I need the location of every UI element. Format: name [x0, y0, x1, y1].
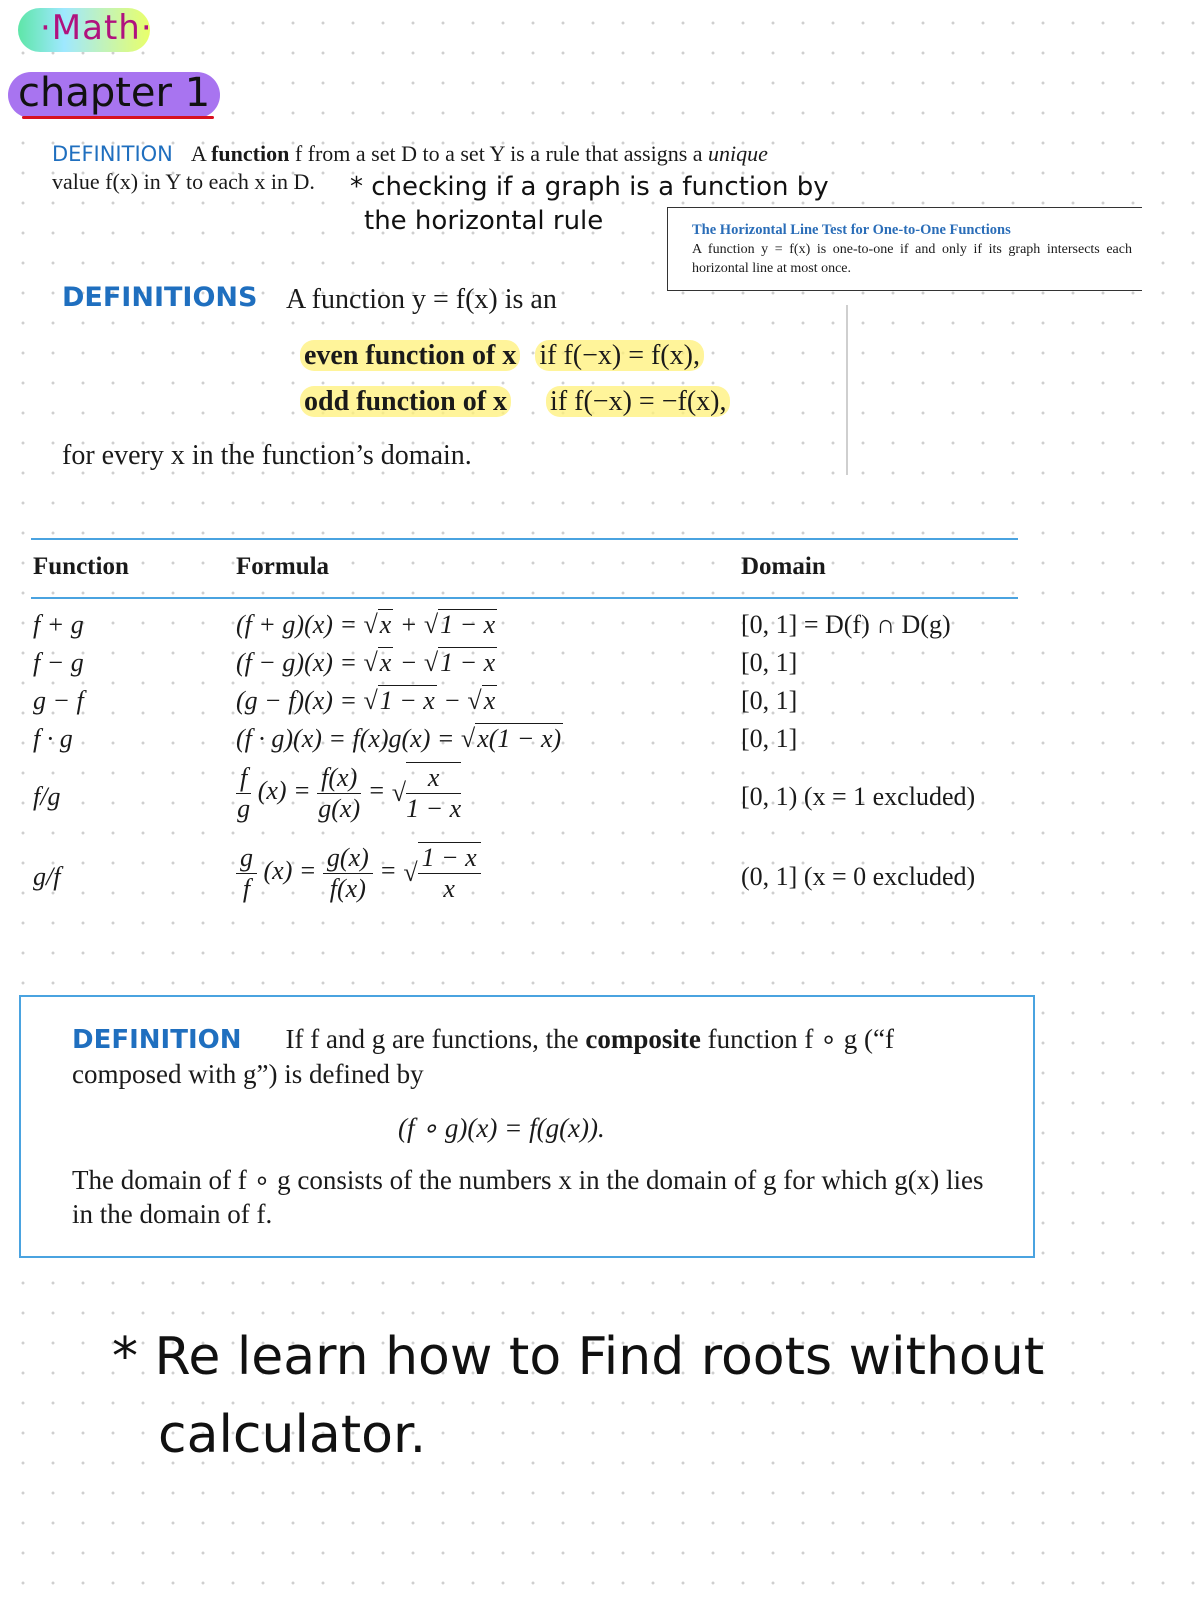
definition-text: f from a set D to a set Y is a rule that assigns a [289, 141, 709, 166]
table-cell-domain: [0, 1] = D(f) ∩ D(g) [741, 610, 951, 639]
table-header-function: Function [33, 553, 129, 580]
table-cell-formula: (f · g)(x) = f(x)g(x) = √x(1 − x) [236, 724, 562, 753]
definitions-label: DEFINITIONS [62, 282, 258, 313]
table-cell-function: g − f [33, 686, 84, 715]
table-cell-domain: [0, 1) (x = 1 excluded) [741, 782, 976, 811]
table-cell-function: f/g [33, 782, 61, 811]
even-function-condition: if f(−x) = f(x), [535, 340, 704, 371]
definition-italic-term: unique [708, 141, 768, 166]
horizontal-line-test-body: A function y = f(x) is one-to-one if and only if its graph intersects each horizontal line at most once. [692, 242, 1132, 276]
table-cell-formula: $\frac{g}{f}$ (x) = $\frac{g(x)}{f(x)}$ = √ $\frac{1 - x}{x}$ [236, 842, 481, 904]
composite-text: function f ∘ g (“f composed with g”) is defined by [72, 1024, 894, 1089]
table-cell-formula: (g − f)(x) = √1 − x − √x [236, 686, 496, 715]
note-line: the horizontal rule [364, 206, 604, 236]
table-top-rule [31, 538, 1018, 540]
composite-domain-text: The domain of f ∘ g consists of the numbers x in the domain of g for which g(x) lies in the domain of f. [72, 1165, 984, 1229]
table-cell-formula: $\frac{f}{g}$ (x) = $\frac{f(x)}{g(x)}$ = √ $\frac{x}{1 - x}$ [237, 762, 462, 823]
definition-text: A [190, 141, 212, 166]
note-line: calculator. [158, 1405, 427, 1465]
composite-text: If f and g are functions, the [285, 1024, 586, 1054]
table-cell-function: g/f [33, 862, 61, 891]
table-cell-domain: [0, 1] [741, 648, 798, 677]
definitions-intro: A function y = f(x) is an [286, 284, 557, 315]
table-cell-domain: [0, 1] [741, 686, 798, 715]
note-line: * checking if a graph is a function by [350, 172, 829, 202]
composite-definition-text [72, 1022, 992, 1091]
chapter-label: chapter 1 [18, 70, 211, 116]
subject-label: ·Math· [40, 8, 153, 48]
table-header-rule [31, 597, 1018, 599]
even-function-label: even function of x [304, 340, 517, 371]
composite-bold-term: composite [585, 1024, 701, 1054]
definition-bold-term: function [211, 141, 290, 166]
handwritten-note-roots [112, 1318, 1172, 1474]
even-function-row [300, 340, 704, 372]
note-line: * Re learn how to Find roots without [112, 1327, 1045, 1387]
table-cell-function: f · g [33, 724, 73, 753]
definition-text: value f(x) in Y to each x in D. [52, 169, 315, 194]
definition-label: DEFINITION [72, 1025, 242, 1055]
table-cell-domain: (0, 1] (x = 0 excluded) [741, 862, 976, 891]
table-cell-function: f − g [33, 648, 84, 677]
definitions-footer: for every x in the function’s domain. [62, 440, 472, 471]
odd-function-row [300, 386, 730, 418]
chapter-underline [22, 116, 214, 119]
odd-function-condition: if f(−x) = −f(x), [546, 386, 730, 417]
column-divider [846, 305, 848, 475]
table-cell-formula: (f + g)(x) = √x + √1 − x [236, 610, 496, 639]
table-cell-function: f + g [33, 610, 84, 639]
odd-function-label: odd function of x [304, 386, 508, 417]
composite-formula: (f ∘ g)(x) = f(g(x)). [398, 1113, 605, 1143]
table-cell-formula: (f − g)(x) = √x − √1 − x [236, 648, 496, 677]
table-header-domain: Domain [741, 553, 826, 580]
definition-label: DEFINITION [52, 142, 173, 166]
table-cell-domain: [0, 1] [741, 724, 798, 753]
table-header-formula: Formula [236, 553, 330, 580]
horizontal-line-test-title: The Horizontal Line Test for One-to-One Functions [692, 222, 1011, 238]
